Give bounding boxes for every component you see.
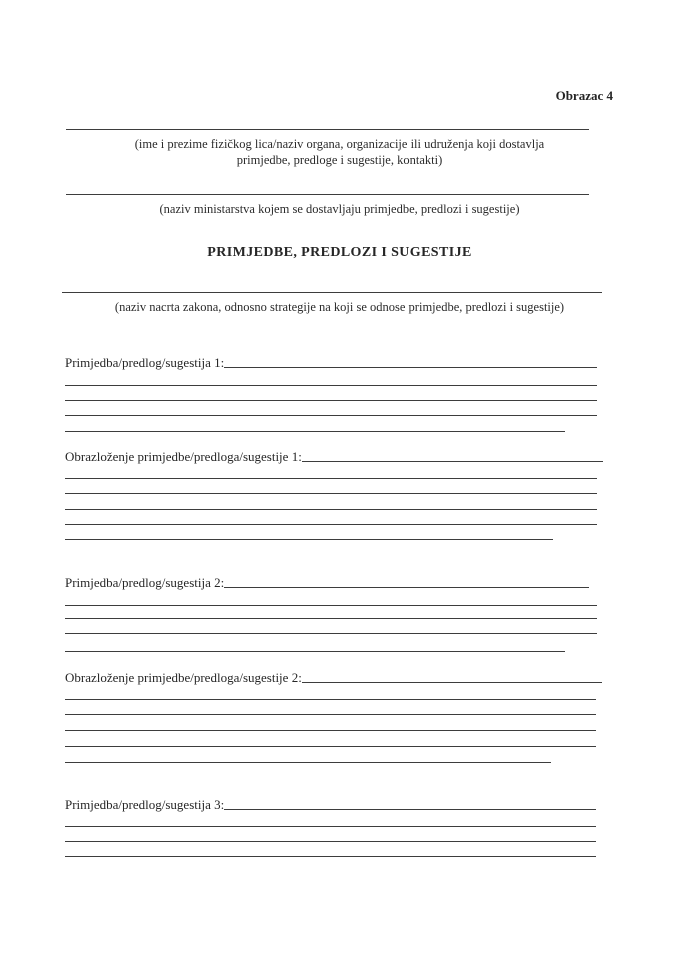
field-label: Obrazloženje primjedbe/predloga/sugestije 1:	[65, 449, 302, 464]
submitter-caption-line2: primjedbe, predloge i sugestije, kontakti)	[236, 153, 443, 167]
writing-line	[65, 699, 596, 700]
field-primjedba-2	[65, 574, 589, 591]
writing-line	[65, 746, 596, 747]
writing-line	[65, 714, 596, 715]
writing-line	[65, 524, 597, 525]
ministry-line	[66, 194, 589, 195]
field-writing-line	[302, 669, 602, 683]
writing-line	[65, 539, 553, 540]
writing-line	[65, 762, 551, 763]
writing-line	[65, 841, 596, 842]
writing-line	[65, 618, 597, 619]
writing-line	[65, 478, 597, 479]
submitter-caption-line1: (ime i prezime fizičkog lica/naziv organa, organizacije ili udruženja koji dostavlja	[134, 137, 545, 151]
writing-line	[65, 509, 597, 510]
field-label: Primjedba/predlog/sugestija 2:	[65, 575, 225, 590]
field-label: Primjedba/predlog/sugestija 3:	[65, 797, 225, 812]
ministry-caption: (naziv ministarstva kojem se dostavljaju primjedbe, predlozi i sugestije)	[159, 202, 520, 216]
field-obrazlozenje-1	[65, 448, 603, 465]
draft-law-line	[62, 292, 602, 293]
writing-line	[65, 633, 597, 634]
field-writing-line	[224, 574, 589, 588]
writing-line	[65, 385, 597, 386]
submitter-caption	[0, 136, 679, 168]
field-writing-line	[224, 354, 597, 368]
draft-law-caption: (naziv nacrta zakona, odnosno strategije na koji se odnose primjedbe, predlozi i sugestije)	[114, 300, 565, 314]
field-label: Obrazloženje primjedbe/predloga/sugestije 2:	[65, 670, 302, 685]
field-obrazlozenje-2	[65, 669, 602, 686]
field-primjedba-1	[65, 354, 597, 371]
submitter-line	[66, 129, 589, 130]
field-writing-line	[302, 448, 603, 462]
field-writing-line	[224, 796, 596, 810]
writing-line	[65, 605, 597, 606]
writing-line	[65, 493, 597, 494]
page-title: PRIMJEDBE, PREDLOZI I SUGESTIJE	[207, 245, 472, 260]
writing-line	[65, 826, 596, 827]
writing-line	[65, 730, 596, 731]
form-code: Obrazac 4	[555, 88, 613, 103]
writing-line	[65, 856, 596, 857]
writing-line	[65, 415, 597, 416]
field-primjedba-3	[65, 796, 596, 813]
writing-line	[65, 431, 565, 432]
writing-line	[65, 400, 597, 401]
writing-line	[65, 651, 565, 652]
field-label: Primjedba/predlog/sugestija 1:	[65, 355, 225, 370]
